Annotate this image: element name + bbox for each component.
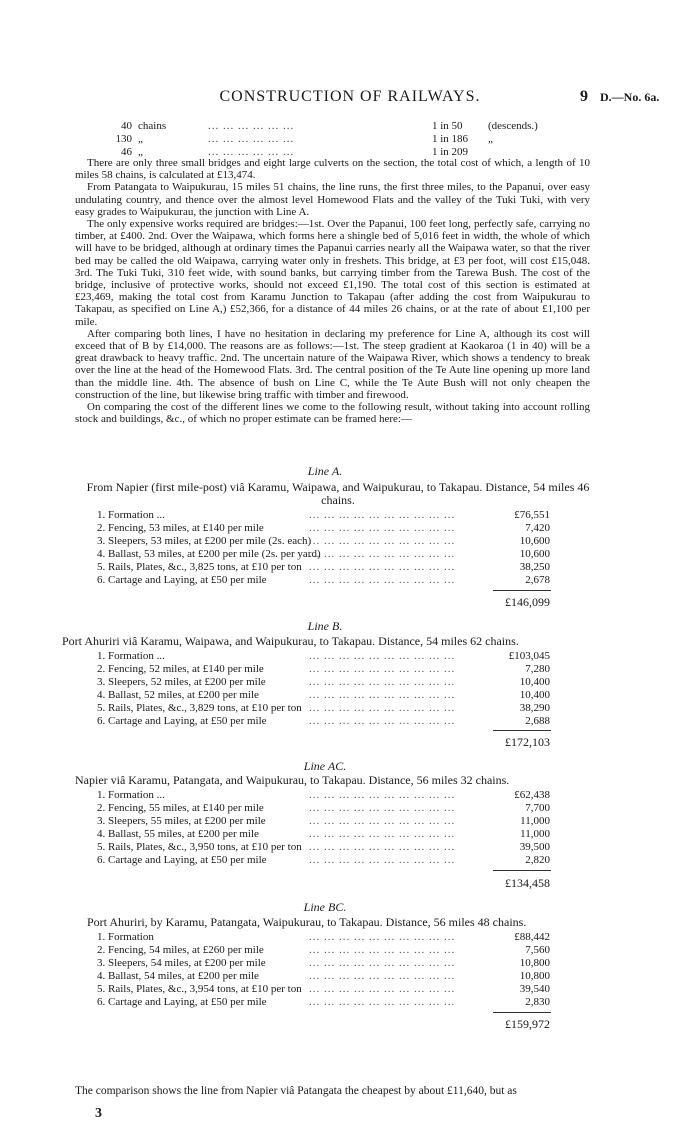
cost-item [97, 574, 550, 587]
line-ac-title: Line AC. [303, 759, 347, 773]
gradient-unit: chains [138, 120, 167, 132]
item-label: 2. Fencing, 53 miles, at £140 per mile [97, 522, 264, 534]
item-label: 2. Fencing, 55 miles, at £140 per mile [97, 802, 264, 814]
line-a-total: £146,099 [505, 595, 550, 609]
gradient-distance: 40 [121, 120, 132, 132]
cost-item [97, 983, 550, 996]
item-label: 1. Formation [97, 931, 154, 943]
gradient-table [104, 120, 574, 159]
cost-item [97, 996, 550, 1009]
item-label: 1. Formation ... [97, 789, 165, 801]
line-bc-title: Line BC. [303, 900, 347, 914]
dot-leader: ... ... ... ... ... ... ... ... ... ... [309, 676, 456, 688]
gradient-note: „ [488, 133, 493, 145]
line-a-title: Line A. [307, 464, 343, 478]
item-amount: 2,830 [521, 996, 550, 1009]
closing-line: The comparison shows the line from Napier viâ Patangata the cheapest by about £11,640, but as [75, 1085, 517, 1097]
dot-leader: ... ... ... ... ... ... ... ... ... ... [309, 957, 456, 969]
line-b-items [97, 650, 550, 728]
dot-leader: ... ... ... ... ... ... ... ... ... ... [309, 828, 456, 840]
gradient-distance: 46 [121, 146, 132, 158]
page-title: CONSTRUCTION OF RAILWAYS. [219, 88, 481, 105]
cost-item [97, 715, 550, 728]
item-label: 3. Sleepers, 55 miles, at £200 per mile [97, 815, 266, 827]
item-label: 3. Sleepers, 52 miles, at £200 per mile [97, 676, 266, 688]
gradient-unit: „ [138, 146, 143, 158]
dot-leader: ... ... ... ... ... ... ... ... ... ... [309, 702, 456, 714]
dot-leader: ... ... ... ... ... ... ... ... ... ... [309, 663, 456, 675]
item-amount: 7,420 [521, 522, 550, 535]
cost-item [97, 535, 550, 548]
item-label: 3. Sleepers, 54 miles, at £200 per mile [97, 957, 266, 969]
dot-leader: ... ... ... ... ... ... ... ... ... ... [309, 509, 456, 521]
dot-leader: ... ... ... ... ... ... [208, 120, 295, 132]
item-label: 2. Fencing, 54 miles, at £260 per mile [97, 944, 264, 956]
paragraph: There are only three small bridges and eight large culverts on the section, the total cost of which, a length of 10 miles 58 chains, is calculated at £13,474. [75, 157, 590, 182]
item-amount: £88,442 [510, 931, 550, 944]
item-amount: 11,000 [516, 815, 550, 828]
item-amount: 10,400 [516, 676, 550, 689]
cost-item [97, 957, 550, 970]
dot-leader: ... ... ... ... ... ... ... ... ... ... [309, 650, 456, 662]
dot-leader: ... ... ... ... ... ... ... ... ... ... [309, 983, 456, 995]
gradient-distance: 130 [115, 133, 132, 145]
page-header [0, 88, 700, 108]
gradient-row [104, 133, 574, 146]
dot-leader: ... ... ... ... ... ... ... ... ... ... [309, 841, 456, 853]
item-label: 3. Sleepers, 53 miles, at £200 per mile (2s. each) [97, 535, 312, 547]
item-amount: £62,438 [510, 789, 550, 802]
item-label: 4. Ballast, 52 miles, at £200 per mile [97, 689, 259, 701]
item-label: 5. Rails, Plates, &c., 3,825 tons, at £10 per ton [97, 561, 302, 573]
item-amount: 10,800 [516, 957, 550, 970]
cost-item [97, 789, 550, 802]
dot-leader: ... ... ... ... ... ... [208, 146, 295, 158]
gradient-ratio: 1 in 50 [432, 120, 463, 132]
cost-item [97, 828, 550, 841]
line-a-items [97, 509, 550, 587]
cost-item [97, 931, 550, 944]
dot-leader: ... ... ... ... ... ... ... ... ... ... [309, 522, 456, 534]
gradient-ratio: 1 in 209 [432, 146, 469, 158]
item-label: 4. Ballast, 53 miles, at £200 per mile (2s. per yard) [97, 548, 321, 560]
cost-item [97, 522, 550, 535]
dot-leader: ... ... ... ... ... ... ... ... ... ... [309, 854, 456, 866]
cost-item [97, 802, 550, 815]
paragraph: The only expensive works required are bridges:—1st. Over the Papanui, 100 feet long, perfectly safe, carrying no timber, at £400. 2nd. Over the Waipawa, which forms here a shingle bed of 5,016 feet in width, the whole of which will have to be bridged, although at ordinary times the Papanui carries nearly all the Waipawa water, so that the river bed may be called the old Waipawa, carrying water only in freshets. This bridge, at £3 per foot, will cost £15,048. 3rd. The Tuki Tuki, 310 feet wide, with sound banks, but carrying timber from the Tarewa Bush. The cost of the bridge, inclusive of protective works, should not exceed £1,190. The total cost of this section is estimated at £23,469, making the total cost from Karamu Junction to Takapau (after adding the cost from Waipukurau to Takapau, as specified on Line A,) £52,366, for a distance of 44 miles 26 chains, or at the rate of about £1,100 per mile. [75, 218, 590, 328]
cost-item [97, 561, 550, 574]
line-b-total: £172,103 [505, 735, 550, 749]
item-label: 6. Cartage and Laying, at £50 per mile [97, 996, 267, 1008]
item-amount: 2,678 [521, 574, 550, 587]
item-label: 6. Cartage and Laying, at £50 per mile [97, 854, 267, 866]
line-bc-description: Port Ahuriri, by Karamu, Patangata, Waipukurau, to Takapau. Distance, 56 miles 48 chains. [87, 915, 527, 929]
gradient-row [104, 120, 574, 133]
body-text [75, 157, 590, 425]
item-amount: 7,700 [521, 802, 550, 815]
cost-item [97, 650, 550, 663]
item-label: 5. Rails, Plates, &c., 3,954 tons, at £10 per ton [97, 983, 302, 995]
dot-leader: ... ... ... ... ... ... ... ... ... ... [309, 574, 456, 586]
line-bc-items [97, 931, 550, 1009]
cost-item [97, 689, 550, 702]
cost-item [97, 509, 550, 522]
line-a-description: From Napier (first mile-post) viâ Karamu, Waipawa, and Waipukurau, to Takapau. Distance, 54 miles 46 chains. [86, 480, 590, 507]
paragraph: From Patangata to Waipukurau, 15 miles 51 chains, the line runs, the first three miles, to the Papanui, over easy undulating country, and thence over the almost level Homewood Flats and the valley of the Tuki Tuki, with very easy grades to Waipukurau, the junction with Line A. [75, 181, 590, 218]
item-amount: 2,688 [521, 715, 550, 728]
item-label: 1. Formation ... [97, 509, 165, 521]
document-reference: D.—No. 6a. [600, 90, 660, 104]
item-label: 5. Rails, Plates, &c., 3,829 tons, at £10 per ton [97, 702, 302, 714]
item-amount: 7,280 [521, 663, 550, 676]
item-amount: 39,500 [516, 841, 550, 854]
item-amount: 10,600 [516, 535, 550, 548]
dot-leader: ... ... ... ... ... ... ... ... ... ... [309, 996, 456, 1008]
item-amount: 39,540 [516, 983, 550, 996]
cost-item [97, 841, 550, 854]
dot-leader: ... ... ... ... ... ... ... ... ... ... [309, 689, 456, 701]
item-label: 6. Cartage and Laying, at £50 per mile [97, 715, 267, 727]
item-amount: 38,290 [516, 702, 550, 715]
dot-leader: ... ... ... ... ... ... ... ... ... ... [309, 970, 456, 982]
line-ac-total: £134,458 [505, 876, 550, 890]
dot-leader: ... ... ... ... ... ... ... ... ... ... [309, 815, 456, 827]
page-number: 9 [580, 88, 588, 105]
dot-leader: ... ... ... ... ... ... ... ... ... ... [309, 715, 456, 727]
total-rule [493, 870, 551, 871]
item-amount: 7,560 [521, 944, 550, 957]
item-amount: 10,400 [516, 689, 550, 702]
total-rule [493, 1012, 551, 1013]
cost-item [97, 548, 550, 561]
item-amount: 11,000 [516, 828, 550, 841]
item-amount: 10,600 [516, 548, 550, 561]
gradient-ratio: 1 in 186 [432, 133, 469, 145]
signature-mark: 3 [95, 1106, 102, 1121]
cost-item [97, 854, 550, 867]
paragraph: On comparing the cost of the different lines we come to the following result, without taking into account rolling stock and buildings, &c., of which no proper estimate can be framed here:— [75, 401, 590, 426]
gradient-note: (descends.) [488, 120, 538, 132]
item-amount: 38,250 [516, 561, 550, 574]
cost-item [97, 815, 550, 828]
cost-item [97, 676, 550, 689]
item-amount: 10,800 [516, 970, 550, 983]
item-amount: £103,045 [505, 650, 550, 663]
line-b-description: Port Ahuriri viâ Karamu, Waipawa, and Waipukurau, to Takapau. Distance, 54 miles 62 chains. [62, 634, 519, 648]
cost-item [97, 663, 550, 676]
cost-item [97, 702, 550, 715]
dot-leader: ... ... ... ... ... ... ... ... ... ... [309, 535, 456, 547]
item-label: 2. Fencing, 52 miles, at £140 per mile [97, 663, 264, 675]
total-rule [493, 590, 551, 591]
cost-item [97, 970, 550, 983]
dot-leader: ... ... ... ... ... ... ... ... ... ... [309, 561, 456, 573]
line-ac-description: Napier viâ Karamu, Patangata, and Waipukurau, to Takapau. Distance, 56 miles 32 chains. [75, 773, 510, 787]
item-label: 4. Ballast, 55 miles, at £200 per mile [97, 828, 259, 840]
item-label: 4. Ballast, 54 miles, at £200 per mile [97, 970, 259, 982]
dot-leader: ... ... ... ... ... ... ... ... ... ... [309, 931, 456, 943]
paragraph: After comparing both lines, I have no hesitation in declaring my preference for Line A, although its cost will exceed that of B by £14,000. The reasons are as follows:—1st. The steep gradient at Kaokaroa (1 in 40) will be a great drawback to heavy traffic. 2nd. The uncertain nature of the Waipawa River, which shows a tendency to break over the line at the head of the Homewood Flats. 3rd. The central position of the Te Aute line opening up more land than the middle line. 4th. The absence of bush on Line C, while the Te Aute Bush will not only cheapen the construction of the line, but likewise bring traffic with timber and firewood. [75, 327, 590, 401]
item-label: 5. Rails, Plates, &c., 3,950 tons, at £10 per ton [97, 841, 302, 853]
line-ac-items [97, 789, 550, 867]
cost-item [97, 944, 550, 957]
item-label: 1. Formation ... [97, 650, 165, 662]
total-rule [493, 730, 551, 731]
item-label: 6. Cartage and Laying, at £50 per mile [97, 574, 267, 586]
dot-leader: ... ... ... ... ... ... [208, 133, 295, 145]
line-bc-total: £159,972 [505, 1017, 550, 1031]
item-amount: £76,551 [510, 509, 550, 522]
line-b-title: Line B. [307, 619, 343, 633]
dot-leader: ... ... ... ... ... ... ... ... ... ... [309, 802, 456, 814]
dot-leader: ... ... ... ... ... ... ... ... ... ... [309, 789, 456, 801]
gradient-unit: „ [138, 133, 143, 145]
item-amount: 2,820 [521, 854, 550, 867]
dot-leader: ... ... ... ... ... ... ... ... ... ... [309, 944, 456, 956]
dot-leader: ... ... ... ... ... ... ... ... ... ... [309, 548, 456, 560]
